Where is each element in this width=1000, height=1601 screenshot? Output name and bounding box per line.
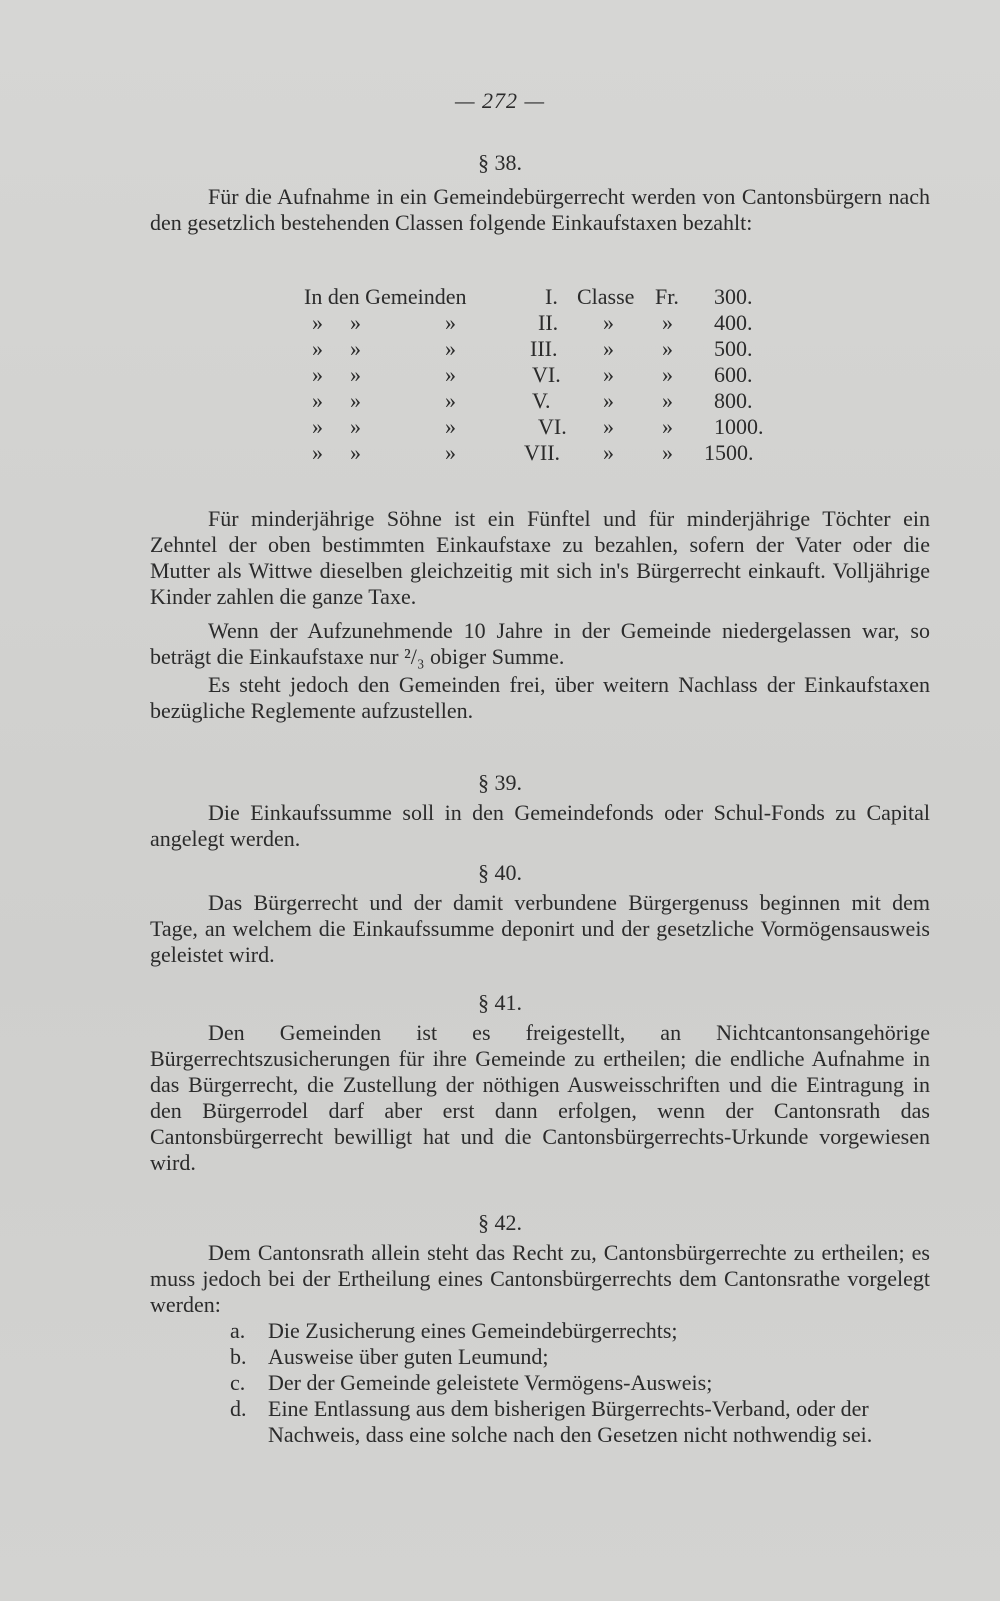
ditto-mark: » bbox=[350, 362, 361, 387]
ditto-mark: » bbox=[662, 362, 673, 387]
fee-table-row bbox=[300, 310, 780, 336]
table-place-label: In den Gemeinden bbox=[304, 284, 467, 309]
fee-table-row bbox=[300, 466, 780, 492]
section-40-body bbox=[150, 890, 930, 968]
class-numeral: III. bbox=[530, 336, 558, 361]
section-38-intro bbox=[150, 184, 930, 236]
section-heading-40: § 40. bbox=[478, 860, 522, 885]
ditto-mark: » bbox=[445, 388, 456, 413]
ditto-mark: » bbox=[662, 440, 673, 465]
section-38-body bbox=[150, 506, 930, 724]
paragraph: Wenn der Aufzunehmende 10 Jahre in der Gemeinde niedergelassen war, so beträgt die Einkaufstaxe nur ²/₃ obiger Summe. bbox=[150, 618, 930, 669]
ditto-mark: » bbox=[312, 336, 323, 361]
ditto-mark: » bbox=[445, 310, 456, 335]
list-marker: a. bbox=[230, 1318, 246, 1343]
class-numeral: V. bbox=[532, 388, 551, 413]
fee-amount: 400. bbox=[714, 310, 753, 335]
ditto-mark: » bbox=[350, 388, 361, 413]
table-classe-word: Classe bbox=[577, 284, 635, 309]
fee-amount: 800. bbox=[714, 388, 753, 413]
fee-amount: 600. bbox=[714, 362, 753, 387]
ditto-mark: » bbox=[312, 362, 323, 387]
ditto-mark: » bbox=[350, 414, 361, 439]
ditto-mark: » bbox=[350, 336, 361, 361]
section-42-body bbox=[150, 1240, 930, 1318]
ditto-mark: » bbox=[445, 336, 456, 361]
fee-table-row bbox=[300, 336, 780, 362]
fee-table-header-row bbox=[300, 284, 780, 310]
ditto-mark: » bbox=[603, 440, 614, 465]
list-item-text: Ausweise über guten Leumund; bbox=[268, 1344, 549, 1369]
list-item-text: Der der Gemeinde geleistete Vermögens-Ausweis; bbox=[268, 1370, 713, 1395]
list-marker: c. bbox=[230, 1370, 246, 1395]
ditto-mark: » bbox=[662, 414, 673, 439]
paragraph: Das Bürgerrecht und der damit verbundene Bürgergenuss beginnen mit dem Tage, an welchem die Einkaufssumme deponirt und der gesetzliche Vormögensausweis geleistet wird. bbox=[150, 890, 930, 967]
page-number: — 272 — bbox=[454, 88, 546, 113]
section-heading-42: § 42. bbox=[478, 1210, 522, 1235]
ditto-mark: » bbox=[312, 414, 323, 439]
class-numeral: II. bbox=[538, 310, 559, 335]
class-numeral: VI. bbox=[538, 414, 567, 439]
ditto-mark: » bbox=[603, 414, 614, 439]
fee-table-row bbox=[300, 388, 780, 414]
section-heading-39: § 39. bbox=[478, 770, 522, 795]
paragraph: Den Gemeinden ist es freigestellt, an Nichtcantonsangehörige Bürgerrechtszusicherungen für ihre Gemeinde zu ertheilen; die endliche Aufnahme in das Bürgerrecht, die Zustellung der nöthigen Ausweisschriften und die Eintragung in den Bürgerrodel darf aber erst dann erfolgen, wenn der Cantonsrath das Cantonsbürgerrecht bewilligt hat und die Cantonsbürgerrechts-Urkunde vorgewiesen wird. bbox=[150, 1020, 930, 1175]
table-currency: Fr. bbox=[655, 284, 679, 309]
ditto-mark: » bbox=[603, 362, 614, 387]
ditto-mark: » bbox=[662, 310, 673, 335]
list-item-text: Die Zusicherung eines Gemeindebürgerrechts; bbox=[268, 1318, 678, 1343]
fee-table-row bbox=[300, 362, 780, 388]
paragraph: Die Einkaufssumme soll in den Gemeindefonds oder Schul-Fonds zu Capital angelegt werden. bbox=[150, 800, 930, 851]
ditto-mark: » bbox=[445, 440, 456, 465]
fee-amount: 1000. bbox=[714, 414, 764, 439]
ditto-mark: » bbox=[350, 310, 361, 335]
fee-table-row bbox=[300, 440, 780, 466]
fee-table-row bbox=[300, 414, 780, 440]
class-numeral: VI. bbox=[532, 362, 561, 387]
section-heading-41: § 41. bbox=[478, 990, 522, 1015]
ditto-mark: » bbox=[603, 388, 614, 413]
fee-amount: 1500. bbox=[704, 440, 754, 465]
ditto-mark: » bbox=[603, 336, 614, 361]
ditto-mark: » bbox=[312, 440, 323, 465]
ditto-mark: » bbox=[445, 362, 456, 387]
section-heading-38: § 38. bbox=[478, 150, 522, 175]
paragraph: Für minderjährige Söhne ist ein Fünftel und für minderjährige Töchter ein Zehntel der oben bestimmten Einkaufstaxe zu bezahlen, sofern der Vater oder die Mutter als Wittwe dieselben gleichzeitig mit sich in's Bürgerrecht einkauft. Volljährige Kinder zahlen die ganze Taxe. bbox=[150, 506, 930, 609]
list-item-text: Eine Entlassung aus dem bisherigen Bürgerrechts-Verband, oder der Nachweis, dass eine solche nach den Gesetzen nicht nothwendig sei. bbox=[268, 1396, 873, 1447]
table-class-numeral: I. bbox=[545, 284, 558, 309]
paragraph: Es steht jedoch den Gemeinden frei, über weitern Nachlass der Einkaufstaxen bezügliche Reglemente aufzustellen. bbox=[150, 672, 930, 723]
paragraph: Dem Cantonsrath allein steht das Recht zu, Cantonsbürgerrechte zu ertheilen; es muss jedoch bei der Ertheilung eines Cantonsbürgerrechts dem Cantonsrathe vorgelegt werden: bbox=[150, 1240, 930, 1317]
ditto-mark: » bbox=[445, 414, 456, 439]
ditto-mark: » bbox=[603, 310, 614, 335]
class-numeral: VII. bbox=[524, 440, 561, 465]
ditto-mark: » bbox=[662, 388, 673, 413]
fee-amount: 500. bbox=[714, 336, 753, 361]
ditto-mark: » bbox=[350, 440, 361, 465]
ditto-mark: » bbox=[312, 310, 323, 335]
ditto-mark: » bbox=[312, 388, 323, 413]
table-amount: 300. bbox=[714, 284, 753, 309]
ditto-mark: » bbox=[662, 336, 673, 361]
list-marker: b. bbox=[230, 1344, 247, 1369]
paragraph: Für die Aufnahme in ein Gemeindebürgerrecht werden von Cantonsbürgern nach den gesetzlich bestehenden Classen folgende Einkaufstaxen bezahlt: bbox=[150, 184, 930, 235]
section-39-body bbox=[150, 800, 930, 852]
section-41-body bbox=[150, 1020, 930, 1176]
list-marker: d. bbox=[230, 1396, 247, 1421]
